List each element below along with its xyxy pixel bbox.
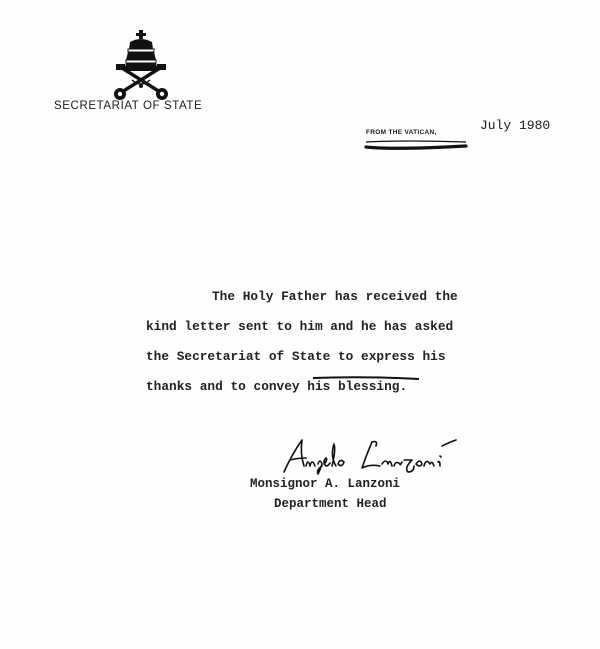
papal-tiara-crossed-keys-icon xyxy=(112,30,170,102)
body-line-4: thanks and to convey his blessing. xyxy=(146,379,408,394)
signatory-title: Department Head xyxy=(274,497,387,511)
blessing-underline xyxy=(312,374,420,382)
body-line-3: the Secretariat of State to express his xyxy=(146,349,446,364)
from-vatican-underline xyxy=(364,139,468,151)
body-line-2: kind letter sent to him and he has asked xyxy=(146,319,454,334)
letter-date: July 1980 xyxy=(480,118,551,133)
signatory-name: Monsignor A. Lanzoni xyxy=(250,477,401,491)
letter-body xyxy=(146,282,458,402)
blessing-phrase: his blessing xyxy=(307,379,400,394)
handwritten-signature xyxy=(280,436,472,476)
from-vatican-label: FROM THE VATICAN, xyxy=(366,129,437,136)
body-line-1: The Holy Father has received the xyxy=(212,289,458,304)
department-name: SECRETARIAT OF STATE xyxy=(54,100,203,112)
